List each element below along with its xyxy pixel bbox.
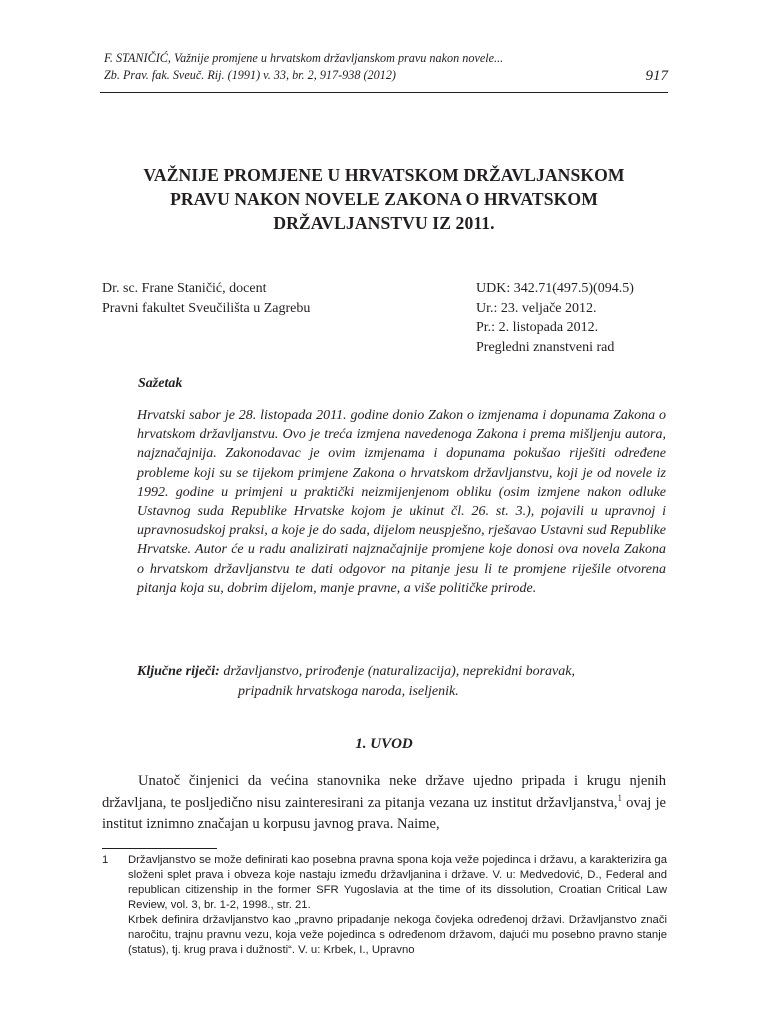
title-line-2: PRAVU NAKON NOVELE ZAKONA O HRVATSKOM	[170, 189, 598, 209]
title-line-1: VAŽNIJE PROMJENE U HRVATSKOM DRŽAVLJANSKOM	[143, 165, 625, 185]
author-block	[102, 279, 310, 319]
footnote-rule	[102, 848, 217, 849]
article-metadata	[476, 279, 634, 357]
accepted-date: Pr.: 2. listopada 2012.	[476, 320, 599, 335]
keywords-line-2: pripadnik hrvatskoga naroda, iseljenik.	[238, 684, 459, 699]
footnote-reference[interactable]: 1	[617, 792, 623, 803]
article-type: Pregledni znanstveni rad	[476, 339, 615, 355]
footnote	[102, 853, 667, 958]
keywords-label: Ključne riječi:	[137, 664, 220, 679]
running-header	[104, 50, 503, 84]
section-heading: 1. UVOD	[355, 736, 413, 752]
keywords-line-1: državljanstvo, prirođenje (naturalizacija), neprekidni boravak,	[223, 664, 575, 679]
header-rule	[100, 92, 668, 93]
body-paragraph	[102, 771, 666, 836]
received-date: Ur.: 23. veljače 2012.	[476, 300, 597, 316]
page-number: 917	[645, 68, 668, 84]
footnote-paragraph-2: Krbek definira državljanstvo kao „pravno pripadanje nekoga čovjeka određenoj državi. Državljanstvo znači naročitu, trajnu pravnu vezu, koja veže pojedinca s određenom državom, dajući mu posebno pravno stanje (status), tj. krug prava i dužnosti“. V. u: Krbek, I., Upravno	[128, 914, 667, 956]
author-affiliation: Pravni fakultet Sveučilišta u Zagrebu	[102, 301, 311, 316]
running-header-line1: F. STANIČIĆ, Važnije promjene u hrvatskom državljanskom pravu nakon novele...	[104, 51, 504, 65]
keywords	[137, 662, 677, 702]
article-title	[90, 163, 678, 235]
abstract-heading: Sažetak	[138, 376, 183, 391]
footnote-paragraph-1: Državljanstvo se može definirati kao posebna pravna spona koja veže pojedinca i državu, a karakterizira ga složeni splet prava i obveza koje nastaju između državljanina i države. V. u: Medvedović, D., Federal and republican citizenship in the former SFR Yugoslavia at the time of its dissolution, Croatian Critical Law Review, vol. 3, br. 1-2, 1998., str. 21.	[128, 854, 667, 911]
body-text	[102, 771, 666, 836]
running-header-line2: Zb. Prav. fak. Sveuč. Rij. (1991) v. 33, br. 2, 917-938 (2012)	[104, 68, 396, 82]
body-text-part1: Unatoč činjenici da većina stanovnika neke države ujedno pripada i krugu njenih državljana, te posljedično nisu zainteresirani za pitanja vezana uz institut državljanstva,	[102, 773, 666, 811]
title-line-3: DRŽAVLJANSTVU IZ 2011.	[273, 213, 495, 233]
author-name: Dr. sc. Frane Staničić, docent	[102, 281, 267, 296]
body-text-part2: ovaj je institut iznimno značajan u korpusu javnog prava. Naime,	[102, 794, 666, 832]
footnote-number: 1	[102, 854, 109, 866]
udk-code: UDK: 342.71(497.5)(094.5)	[476, 281, 634, 296]
abstract-text: Hrvatski sabor je 28. listopada 2011. godine donio Zakon o izmjenama i dopunama Zakona o hrvatskom državljanstvu. Ovo je treća izmjena navedenoga Zakona i prema mišljenju autora, najznačajnija. Zakonodavac je ovim izmjenama i dopunama pokušao riješiti određene probleme koji su se tijekom primjene Zakona o hrvatskom državljanstvu, koji je od novele iz 1992. godine u primjeni u praktički neizmijenjenom obliku (osim izmjene nakon odluke Ustavnog suda Republike Hrvatske kojom je ukinut čl. 26. st. 3.), pojavili u upravnoj i upravnosudskoj praksi, a koje je do sada, dijelom neuspješno, rješavao Ustavni sud Republike Hrvatske. Autor će u radu analizirati najznačajnije promjene koje donosi ova novela Zakona o hrvatskom državljanstvu te dati odgovor na pitanje jesu li te promjene riješile otvorena pitanja koja su, dobrim dijelom, manje pravne, a više političke prirode.	[137, 408, 666, 596]
